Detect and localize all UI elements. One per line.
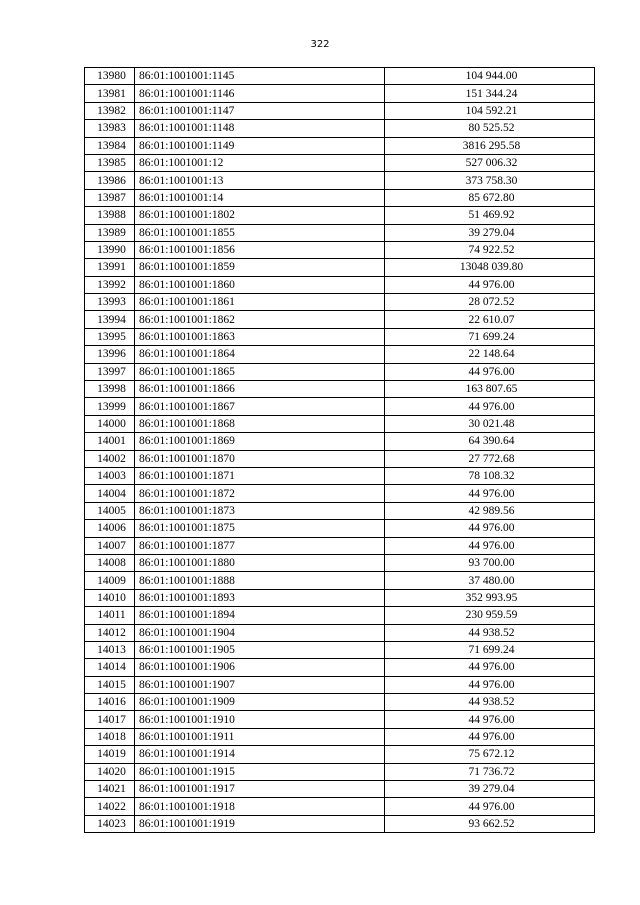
table-row [85,554,595,571]
table-row [85,572,595,589]
row-number: 14002 [85,450,135,467]
row-number: 14020 [85,763,135,780]
cadastral-number: 86:01:1001001:1907 [135,676,385,693]
table-row [85,415,595,432]
cadastral-number: 86:01:1001001:1148 [135,120,385,137]
cadastral-value: 93 700.00 [385,554,595,571]
cadastral-value: 22 610.07 [385,311,595,328]
cadastral-value: 39 279.04 [385,224,595,241]
table-row [85,746,595,763]
cadastral-value: 22 148.64 [385,346,595,363]
row-number: 14016 [85,694,135,711]
cadastral-value: 13048 039.80 [385,259,595,276]
table-row [85,520,595,537]
cadastral-value: 39 279.04 [385,781,595,798]
table-row [85,224,595,241]
cadastral-number: 86:01:1001001:1867 [135,398,385,415]
table-row [85,398,595,415]
cadastral-value: 44 976.00 [385,276,595,293]
cadastral-value: 71 736.72 [385,763,595,780]
table-row [85,694,595,711]
row-number: 13985 [85,154,135,171]
table-row [85,102,595,119]
page-number: 322 [310,39,330,50]
cadastral-value: 37 480.00 [385,572,595,589]
cadastral-value: 44 938.52 [385,694,595,711]
cadastral-number: 86:01:1001001:1871 [135,467,385,484]
table-row [85,294,595,311]
row-number: 14012 [85,624,135,641]
table-row [85,137,595,154]
cadastral-value: 230 959.59 [385,607,595,624]
table-row [85,659,595,676]
cadastral-number: 86:01:1001001:1875 [135,520,385,537]
row-number: 14001 [85,433,135,450]
cadastral-number: 86:01:1001001:1865 [135,363,385,380]
cadastral-value: 71 699.24 [385,328,595,345]
cadastral-value: 151 344.24 [385,85,595,102]
row-number: 13992 [85,276,135,293]
row-number: 13996 [85,346,135,363]
table-body [85,68,595,833]
cadastral-number: 86:01:1001001:1918 [135,798,385,815]
cadastral-value: 104 592.21 [385,102,595,119]
cadastral-value: 75 672.12 [385,746,595,763]
cadastral-number: 86:01:1001001:1870 [135,450,385,467]
row-number: 13993 [85,294,135,311]
row-number: 13986 [85,172,135,189]
cadastral-number: 86:01:1001001:1862 [135,311,385,328]
table-row [85,815,595,832]
row-number: 14003 [85,467,135,484]
cadastral-value: 352 993.95 [385,589,595,606]
cadastral-value: 44 976.00 [385,398,595,415]
cadastral-table [84,67,595,833]
row-number: 13989 [85,224,135,241]
cadastral-number: 86:01:1001001:1917 [135,781,385,798]
row-number: 13998 [85,381,135,398]
table-row [85,641,595,658]
table-row [85,537,595,554]
cadastral-number: 86:01:1001001:1861 [135,294,385,311]
row-number: 13991 [85,259,135,276]
row-number: 13994 [85,311,135,328]
cadastral-value: 51 469.92 [385,207,595,224]
cadastral-number: 86:01:1001001:12 [135,154,385,171]
table-row [85,676,595,693]
table-row [85,502,595,519]
cadastral-value: 44 976.00 [385,798,595,815]
cadastral-value: 71 699.24 [385,641,595,658]
row-number: 13981 [85,85,135,102]
cadastral-number: 86:01:1001001:1873 [135,502,385,519]
cadastral-value: 42 989.56 [385,502,595,519]
table-row [85,172,595,189]
cadastral-number: 86:01:1001001:1910 [135,711,385,728]
cadastral-number: 86:01:1001001:1904 [135,624,385,641]
row-number: 13999 [85,398,135,415]
table-row [85,381,595,398]
table-row [85,207,595,224]
table-row [85,189,595,206]
cadastral-number: 86:01:1001001:1872 [135,485,385,502]
row-number: 14010 [85,589,135,606]
row-number: 13997 [85,363,135,380]
cadastral-value: 527 006.32 [385,154,595,171]
cadastral-value: 163 807.65 [385,381,595,398]
table-row [85,346,595,363]
table-row [85,276,595,293]
row-number: 14017 [85,711,135,728]
cadastral-value: 78 108.32 [385,467,595,484]
row-number: 13988 [85,207,135,224]
cadastral-number: 86:01:1001001:13 [135,172,385,189]
cadastral-number: 86:01:1001001:1147 [135,102,385,119]
row-number: 14013 [85,641,135,658]
cadastral-number: 86:01:1001001:1906 [135,659,385,676]
cadastral-number: 86:01:1001001:1802 [135,207,385,224]
cadastral-number: 86:01:1001001:1909 [135,694,385,711]
table-row [85,467,595,484]
cadastral-value: 44 976.00 [385,711,595,728]
table-row [85,624,595,641]
cadastral-number: 86:01:1001001:1868 [135,415,385,432]
cadastral-number: 86:01:1001001:1146 [135,85,385,102]
row-number: 13990 [85,241,135,258]
cadastral-number: 86:01:1001001:1894 [135,607,385,624]
cadastral-value: 44 976.00 [385,659,595,676]
cadastral-number: 86:01:1001001:1864 [135,346,385,363]
cadastral-value: 373 758.30 [385,172,595,189]
table-row [85,711,595,728]
row-number: 14015 [85,676,135,693]
cadastral-number: 86:01:1001001:14 [135,189,385,206]
row-number: 13982 [85,102,135,119]
cadastral-number: 86:01:1001001:1859 [135,259,385,276]
row-number: 14007 [85,537,135,554]
cadastral-number: 86:01:1001001:1911 [135,728,385,745]
cadastral-number: 86:01:1001001:1860 [135,276,385,293]
cadastral-number: 86:01:1001001:1914 [135,746,385,763]
cadastral-number: 86:01:1001001:1869 [135,433,385,450]
cadastral-number: 86:01:1001001:1863 [135,328,385,345]
row-number: 14014 [85,659,135,676]
cadastral-number: 86:01:1001001:1149 [135,137,385,154]
cadastral-number: 86:01:1001001:1855 [135,224,385,241]
table-row [85,241,595,258]
cadastral-value: 28 072.52 [385,294,595,311]
cadastral-value: 44 976.00 [385,676,595,693]
table-row [85,485,595,502]
table-row [85,781,595,798]
cadastral-value: 80 525.52 [385,120,595,137]
table-row [85,85,595,102]
row-number: 14009 [85,572,135,589]
cadastral-number: 86:01:1001001:1893 [135,589,385,606]
cadastral-number: 86:01:1001001:1866 [135,381,385,398]
cadastral-value: 74 922.52 [385,241,595,258]
table-row [85,433,595,450]
row-number: 14004 [85,485,135,502]
cadastral-value: 3816 295.58 [385,137,595,154]
row-number: 14023 [85,815,135,832]
table-row [85,68,595,85]
cadastral-value: 30 021.48 [385,415,595,432]
cadastral-value: 44 976.00 [385,537,595,554]
cadastral-value: 44 976.00 [385,520,595,537]
cadastral-number: 86:01:1001001:1919 [135,815,385,832]
cadastral-value: 44 938.52 [385,624,595,641]
row-number: 13983 [85,120,135,137]
cadastral-value: 44 976.00 [385,485,595,502]
cadastral-value: 104 944.00 [385,68,595,85]
cadastral-number: 86:01:1001001:1880 [135,554,385,571]
row-number: 14022 [85,798,135,815]
row-number: 14021 [85,781,135,798]
cadastral-value: 64 390.64 [385,433,595,450]
row-number: 14019 [85,746,135,763]
table-row [85,328,595,345]
table-row [85,798,595,815]
row-number: 13980 [85,68,135,85]
row-number: 13984 [85,137,135,154]
table-row [85,259,595,276]
table-row [85,763,595,780]
cadastral-number: 86:01:1001001:1905 [135,641,385,658]
table-row [85,363,595,380]
table-row [85,154,595,171]
table-row [85,589,595,606]
cadastral-number: 86:01:1001001:1145 [135,68,385,85]
cadastral-number: 86:01:1001001:1888 [135,572,385,589]
row-number: 13987 [85,189,135,206]
cadastral-value: 85 672.80 [385,189,595,206]
cadastral-value: 27 772.68 [385,450,595,467]
row-number: 14006 [85,520,135,537]
row-number: 14008 [85,554,135,571]
table-row [85,728,595,745]
table-row [85,607,595,624]
cadastral-value: 44 976.00 [385,728,595,745]
table-row [85,120,595,137]
row-number: 14000 [85,415,135,432]
cadastral-number: 86:01:1001001:1915 [135,763,385,780]
row-number: 13995 [85,328,135,345]
row-number: 14011 [85,607,135,624]
table-row [85,311,595,328]
cadastral-number: 86:01:1001001:1856 [135,241,385,258]
row-number: 14005 [85,502,135,519]
cadastral-value: 44 976.00 [385,363,595,380]
cadastral-number: 86:01:1001001:1877 [135,537,385,554]
cadastral-value: 93 662.52 [385,815,595,832]
row-number: 14018 [85,728,135,745]
table-row [85,450,595,467]
